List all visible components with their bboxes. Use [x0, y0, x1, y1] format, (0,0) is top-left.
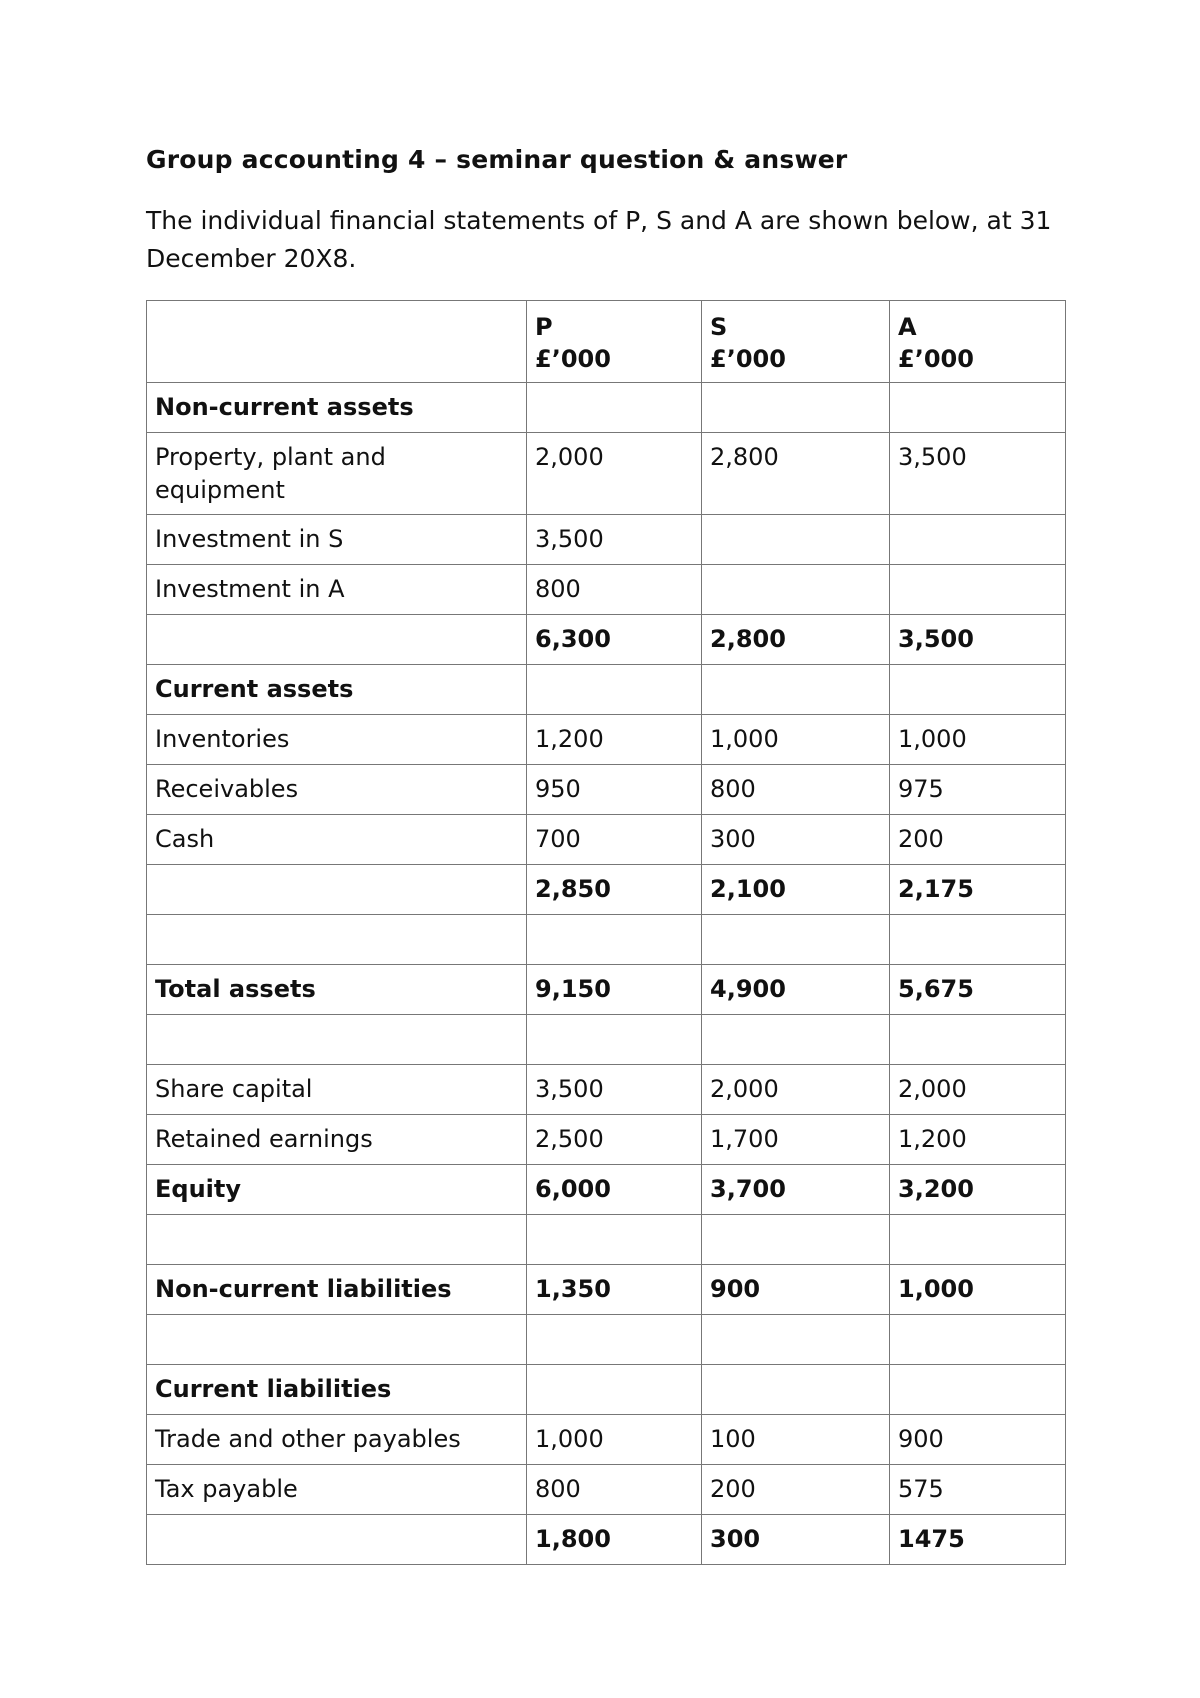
table-row — [147, 515, 1066, 565]
header-cell-p — [527, 301, 702, 383]
value-p: 2,500 — [527, 1115, 702, 1165]
row-label: Equity — [147, 1165, 527, 1215]
row-label — [147, 915, 527, 965]
document-title: Group accounting 4 – seminar question & answer — [146, 145, 848, 174]
value-p: 1,000 — [527, 1415, 702, 1465]
row-label: Investment in A — [147, 565, 527, 615]
table-row — [147, 665, 1066, 715]
row-label: Cash — [147, 815, 527, 865]
value-s: 100 — [702, 1415, 890, 1465]
table-row — [147, 1115, 1066, 1165]
subtotal-row — [147, 1515, 1066, 1565]
header-entity: S — [710, 313, 728, 341]
value-a — [890, 383, 1066, 433]
header-entity: A — [898, 313, 917, 341]
row-label — [147, 865, 527, 915]
value-a: 3,500 — [890, 433, 1066, 515]
table-header-row — [147, 301, 1066, 383]
value-p: 700 — [527, 815, 702, 865]
table-row — [147, 815, 1066, 865]
value-p: 6,300 — [527, 615, 702, 665]
value-p — [527, 1015, 702, 1065]
row-label: Total assets — [147, 965, 527, 1015]
header-unit: £’000 — [535, 345, 611, 373]
value-a — [890, 1315, 1066, 1365]
value-a — [890, 515, 1066, 565]
value-a — [890, 915, 1066, 965]
value-p — [527, 1315, 702, 1365]
value-s — [702, 1315, 890, 1365]
table-row — [147, 1415, 1066, 1465]
value-p — [527, 915, 702, 965]
row-label: Retained earnings — [147, 1115, 527, 1165]
header-cell-label — [147, 301, 527, 383]
value-s: 1,000 — [702, 715, 890, 765]
value-a: 1,200 — [890, 1115, 1066, 1165]
value-s — [702, 383, 890, 433]
row-label — [147, 1315, 527, 1365]
row-label — [147, 1215, 527, 1265]
header-unit: £’000 — [710, 345, 786, 373]
row-label: Trade and other payables — [147, 1415, 527, 1465]
subtotal-row — [147, 865, 1066, 915]
value-a: 1,000 — [890, 715, 1066, 765]
value-s — [702, 565, 890, 615]
value-p: 1,200 — [527, 715, 702, 765]
value-a: 3,500 — [890, 615, 1066, 665]
value-a: 2,000 — [890, 1065, 1066, 1115]
table-row — [147, 1465, 1066, 1515]
value-p: 1,800 — [527, 1515, 702, 1565]
value-s: 300 — [702, 1515, 890, 1565]
value-a: 900 — [890, 1415, 1066, 1465]
empty-row — [147, 1015, 1066, 1065]
value-p — [527, 1215, 702, 1265]
value-s: 300 — [702, 815, 890, 865]
value-p: 3,500 — [527, 515, 702, 565]
subtotal-row — [147, 615, 1066, 665]
row-label: Current liabilities — [147, 1365, 527, 1415]
value-p — [527, 665, 702, 715]
financial-statements-table — [146, 300, 1066, 1565]
row-label — [147, 1515, 527, 1565]
value-s: 2,800 — [702, 615, 890, 665]
header-entity: P — [535, 313, 553, 341]
value-a: 2,175 — [890, 865, 1066, 915]
row-label: Non-current assets — [147, 383, 527, 433]
value-p: 950 — [527, 765, 702, 815]
header-unit: £’000 — [898, 345, 974, 373]
value-s: 900 — [702, 1265, 890, 1315]
value-a — [890, 665, 1066, 715]
row-label — [147, 1015, 527, 1065]
row-label: Investment in S — [147, 515, 527, 565]
value-a: 3,200 — [890, 1165, 1066, 1215]
value-s — [702, 665, 890, 715]
value-s — [702, 1015, 890, 1065]
total-row — [147, 1165, 1066, 1215]
value-p — [527, 1365, 702, 1415]
value-p: 6,000 — [527, 1165, 702, 1215]
table-row — [147, 1365, 1066, 1415]
value-s: 2,800 — [702, 433, 890, 515]
value-a: 5,675 — [890, 965, 1066, 1015]
value-s: 3,700 — [702, 1165, 890, 1215]
table-row — [147, 383, 1066, 433]
value-p: 800 — [527, 1465, 702, 1515]
value-a: 200 — [890, 815, 1066, 865]
empty-row — [147, 915, 1066, 965]
value-s — [702, 1365, 890, 1415]
empty-row — [147, 1215, 1066, 1265]
value-a — [890, 1015, 1066, 1065]
row-label — [147, 615, 527, 665]
value-a — [890, 565, 1066, 615]
row-label: Share capital — [147, 1065, 527, 1115]
value-p — [527, 383, 702, 433]
row-label: Tax payable — [147, 1465, 527, 1515]
row-label: Property, plant and equipment — [147, 433, 527, 515]
header-cell-s — [702, 301, 890, 383]
row-label: Receivables — [147, 765, 527, 815]
value-s — [702, 515, 890, 565]
table-row — [147, 565, 1066, 615]
value-p: 9,150 — [527, 965, 702, 1015]
value-a: 1475 — [890, 1515, 1066, 1565]
table-row — [147, 433, 1066, 515]
total-row — [147, 965, 1066, 1015]
value-s: 2,100 — [702, 865, 890, 915]
value-a: 1,000 — [890, 1265, 1066, 1315]
value-p: 3,500 — [527, 1065, 702, 1115]
row-label: Current assets — [147, 665, 527, 715]
value-s: 1,700 — [702, 1115, 890, 1165]
value-p: 800 — [527, 565, 702, 615]
table-row — [147, 1065, 1066, 1115]
value-s — [702, 1215, 890, 1265]
value-s — [702, 915, 890, 965]
value-p: 2,850 — [527, 865, 702, 915]
value-p: 2,000 — [527, 433, 702, 515]
row-label: Non-current liabilities — [147, 1265, 527, 1315]
value-s: 800 — [702, 765, 890, 815]
empty-row — [147, 1315, 1066, 1365]
value-a: 975 — [890, 765, 1066, 815]
value-s: 2,000 — [702, 1065, 890, 1115]
total-row — [147, 1265, 1066, 1315]
table-row — [147, 715, 1066, 765]
row-label: Inventories — [147, 715, 527, 765]
value-s: 200 — [702, 1465, 890, 1515]
header-cell-a — [890, 301, 1066, 383]
value-s: 4,900 — [702, 965, 890, 1015]
table-row — [147, 765, 1066, 815]
value-a — [890, 1215, 1066, 1265]
value-a — [890, 1365, 1066, 1415]
value-a: 575 — [890, 1465, 1066, 1515]
value-p: 1,350 — [527, 1265, 702, 1315]
intro-paragraph: The individual financial statements of P, S and A are shown below, at 31 December 20X8. — [146, 206, 1052, 273]
